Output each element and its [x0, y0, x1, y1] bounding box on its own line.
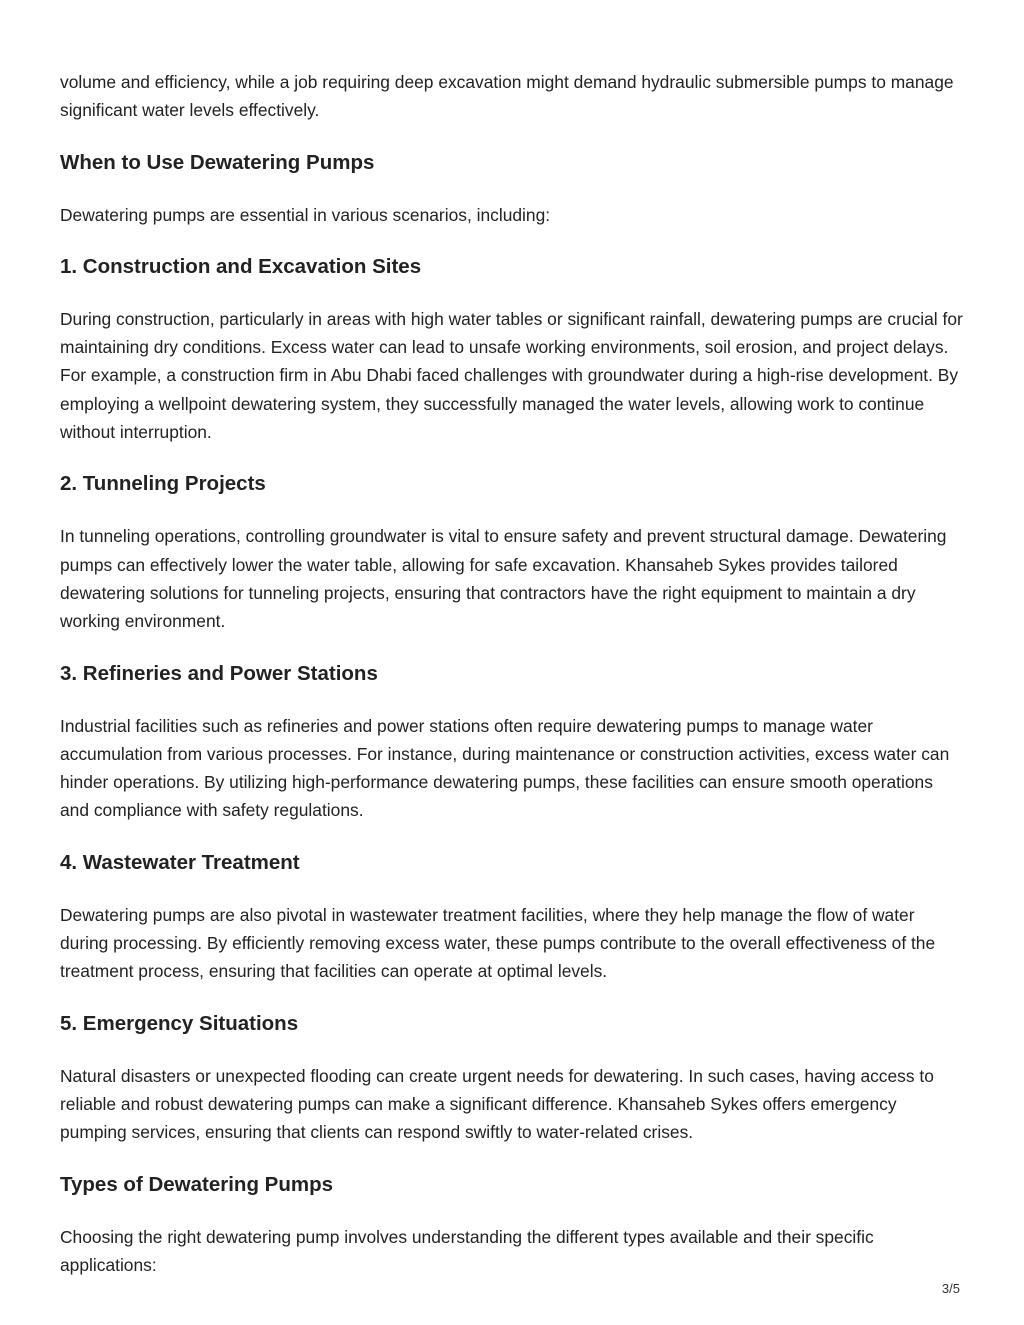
section-paragraph-refineries: Industrial facilities such as refineries and power stations often require dewatering pumps to manage water accumulation from various processes. For instance, during maintenance or construction activities, excess water can hinder operations. By utilizing high-performance dewatering pumps, these facilities can ensure smooth operations and compliance with safety regulations.	[60, 715, 950, 821]
section-paragraph-wastewater: Dewatering pumps are also pivotal in wastewater treatment facilities, where they help manage the flow of water during processing. By efficiently removing excess water, these pumps contribute to the overall effectiveness of the treatment process, ensuring that facilities can operate at optimal levels.	[60, 904, 936, 982]
page-number: 3/5	[941, 1281, 960, 1296]
section-paragraph-construction: During construction, particularly in areas with high water tables or significant rainfall, dewatering pumps are crucial for maintaining dry conditions. Excess water can lead to unsafe working environments, soil erosion, and project delays. For example, a construction firm in Abu Dhabi faced challenges with groundwater during a high-rise development. By employing a wellpoint dewatering system, they successfully managed the water levels, allowing work to continue without interruption.	[60, 308, 963, 443]
section-heading-types: Types of Dewatering Pumps	[60, 1172, 334, 1196]
intro-paragraph: volume and efficiency, while a job requiring deep excavation might demand hydraulic submersible pumps to manage significant water levels effectively.	[60, 72, 954, 121]
section-paragraph-when-to-use: Dewatering pumps are essential in various scenarios, including:	[60, 204, 551, 225]
section-heading-tunneling: 2. Tunneling Projects	[60, 472, 266, 496]
section-heading-refineries: 3. Refineries and Power Stations	[60, 661, 378, 685]
section-paragraph-types: Choosing the right dewatering pump involves understanding the different types available and their specific applications:	[60, 1226, 874, 1275]
section-heading-when-to-use: When to Use Dewatering Pumps	[60, 150, 375, 174]
document-page	[60, 68, 964, 1304]
section-heading-emergency: 5. Emergency Situations	[60, 1011, 299, 1035]
section-paragraph-emergency: Natural disasters or unexpected flooding can create urgent needs for dewatering. In such cases, having access to reliable and robust dewatering pumps can make a significant difference. Khansaheb Sykes offers emergency pumping services, ensuring that clients can respond swiftly to water-related crises.	[60, 1065, 934, 1143]
section-heading-construction: 1. Construction and Excavation Sites	[60, 254, 422, 278]
section-paragraph-tunneling: In tunneling operations, controlling groundwater is vital to ensure safety and prevent structural damage. Dewatering pumps can effectively lower the water table, allowing for safe excavation. Khansaheb Sykes provides tailored dewatering solutions for tunneling projects, ensuring that contractors have the right equipment to maintain a dry working environment.	[60, 526, 947, 632]
section-heading-wastewater: 4. Wastewater Treatment	[60, 850, 300, 874]
